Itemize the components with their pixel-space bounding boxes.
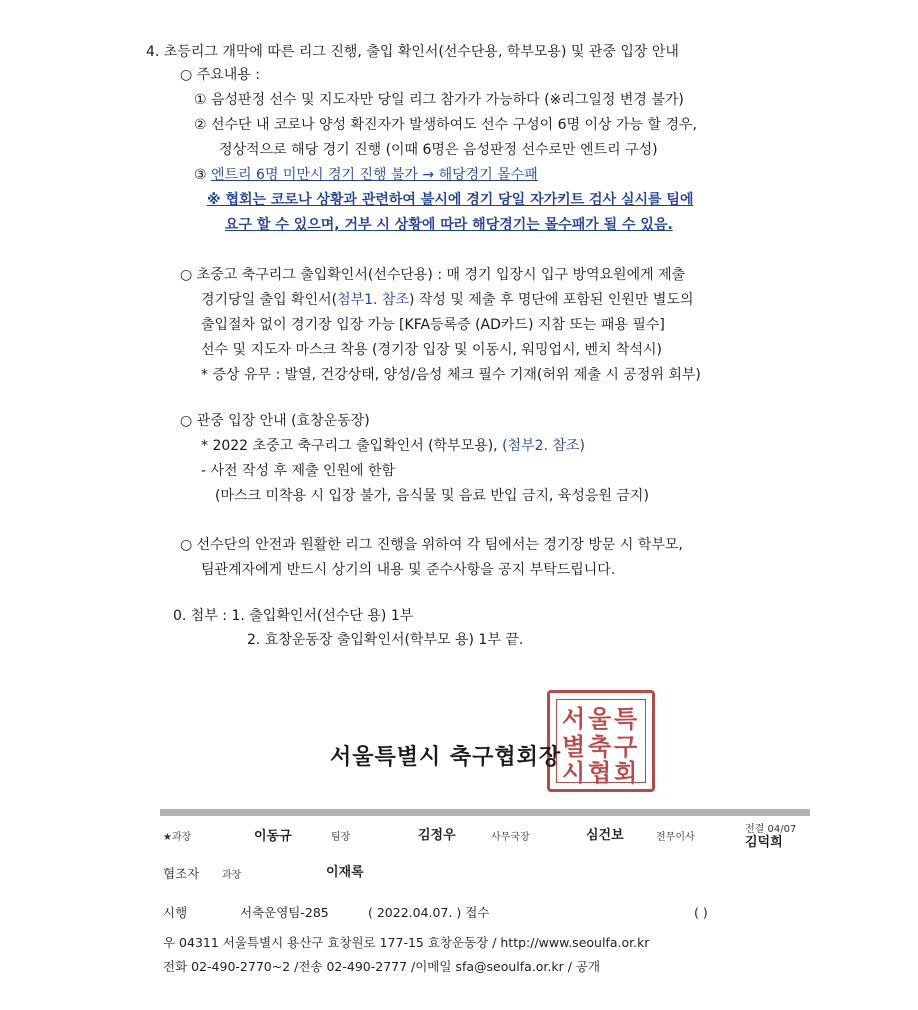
approval-role-3: 사무국장 xyxy=(491,832,530,843)
main-content-heading: ○ 주요내용 : xyxy=(180,67,260,83)
spectator-line2 xyxy=(201,437,585,455)
notice-line-2: 요구 할 수 있으며, 거부 시 상황에 따라 해당경기는 몰수패가 될 수 있음. xyxy=(225,217,673,233)
notice-request-line1: ○ 선수단의 안전과 원활한 리그 진행을 위하여 각 팀에서는 경기장 방문 시 학부모, xyxy=(180,537,683,553)
document-number: 서축운영팀-285 xyxy=(240,905,329,920)
content-item-2-line1: ② 선수단 내 코로나 양성 확진자가 발생하여도 선수 구성이 6명 이상 가능 할 경우, xyxy=(194,117,698,133)
seal-glyph-9: 회 xyxy=(614,758,638,787)
approval-name-2: 김정우 xyxy=(418,828,456,843)
section-4-title: 4. 초등리그 개막에 따른 리그 진행, 출입 확인서(선수단용, 학부모용) 및 관중 입장 안내 xyxy=(146,44,679,60)
content-item-3-marker: ③ xyxy=(194,167,207,183)
player-pass-line2-pre: 경기당일 출입 확인서( xyxy=(201,292,338,308)
spectator-line4: (마스크 미착용 시 입장 불가, 음식물 및 음료 반입 금지, 육성응원 금지) xyxy=(215,488,649,504)
content-item-1: ① 음성판정 선수 및 지도자만 당일 리그 참가가 가능하다 (※리그일정 변경 불가) xyxy=(194,92,684,108)
player-pass-line4: 선수 및 지도자 마스크 착용 (경기장 입장 및 이동시, 워밍업시, 벤치 착석시) xyxy=(201,342,662,358)
spectator-line1: ○ 관중 입장 안내 (효창운동장) xyxy=(180,413,370,429)
seal-glyph-5: 축 xyxy=(588,732,612,761)
approval-name-1: 이동규 xyxy=(254,829,292,844)
attachment-line2: 2. 효창운동장 출입확인서(학부모 용) 1부 끝. xyxy=(247,632,524,648)
player-pass-line2-post: ) 작성 및 제출 후 명단에 포함된 인원만 별도의 xyxy=(408,292,694,308)
player-pass-line2 xyxy=(201,291,693,309)
seal-glyph-7: 시 xyxy=(562,758,586,787)
contact-line: 전화 02-490-2770~2 /전송 02-490-2777 /이메일 sfa@seoulfa.or.kr / 공개 xyxy=(163,959,601,974)
seal-glyph-2: 울 xyxy=(588,704,612,733)
notice-request-line2: 팀관계자에게 반드시 상기의 내용 및 준수사항을 공지 부탁드립니다. xyxy=(201,562,616,578)
approval-name-3: 심건보 xyxy=(586,828,624,843)
cooperation-name: 이재록 xyxy=(326,865,364,880)
content-item-3 xyxy=(194,166,538,184)
cooperation-role: 과장 xyxy=(222,870,242,881)
attachment-2-ref: (첨부2. 참조) xyxy=(502,438,585,454)
seal-glyph-6: 구 xyxy=(614,732,638,761)
enforcement-date: ( 2022.04.07. ) 접수 xyxy=(368,905,490,920)
approval-role-1: ★과장 xyxy=(163,832,192,843)
player-pass-line3: 출입절차 없이 경기장 입장 가능 [KFA등록증 (AD카드) 지참 또는 패용 필수] xyxy=(201,317,665,333)
official-seal xyxy=(547,690,655,792)
receipt-field: ( ) xyxy=(694,905,708,920)
attachment-1-ref: 첨부1. 참조 xyxy=(337,292,409,308)
seal-glyph-4: 별 xyxy=(562,732,586,761)
approval-role-4: 전무이사 xyxy=(656,832,695,843)
cooperation-label: 협조자 xyxy=(163,866,200,881)
approval-name-4: 김덕희 xyxy=(745,835,783,850)
seal-glyph-1: 서 xyxy=(562,704,586,733)
approval-role-2: 팀장 xyxy=(331,832,351,843)
notice-line-1: ※ 협회는 코로나 상황과 관련하여 불시에 경기 당일 자가키트 검사 실시를 팀에 xyxy=(207,192,694,208)
attachment-line1: 0. 첨부 : 1. 출입확인서(선수단 용) 1부 xyxy=(173,608,414,624)
spectator-line3: - 사전 작성 후 제출 인원에 한함 xyxy=(201,463,396,479)
approval-date-4: 전결 04/07 xyxy=(745,824,797,835)
association-name: 서울특별시 축구협회장 xyxy=(330,745,562,770)
content-item-3-text: 엔트리 6명 미만시 경기 진행 불가 → 해당경기 몰수패 xyxy=(211,167,538,183)
approval-divider-bar xyxy=(160,809,810,816)
seal-glyph-8: 협 xyxy=(588,758,612,787)
address-line: 우 04311 서울특별시 용산구 효창원로 177-15 효창운동장 / http://www.seoulfa.or.kr xyxy=(163,935,650,950)
player-pass-line5: * 증상 유무 : 발열, 건강상태, 양성/음성 체크 필수 기재(허위 제출 시 공정위 회부) xyxy=(201,367,701,383)
seal-glyph-3: 특 xyxy=(614,704,638,733)
enforcement-label: 시행 xyxy=(163,905,188,920)
player-pass-line1: ○ 초중고 축구리그 출입확인서(선수단용) : 매 경기 입장시 입구 방역요원에게 제출 xyxy=(180,267,686,283)
content-item-2-line2: 정상적으로 해당 경기 진행 (이때 6명은 음성판정 선수로만 엔트리 구성) xyxy=(219,142,658,158)
spectator-line2-pre: * 2022 초중고 축구리그 출입확인서 (학부모용), xyxy=(201,438,503,454)
